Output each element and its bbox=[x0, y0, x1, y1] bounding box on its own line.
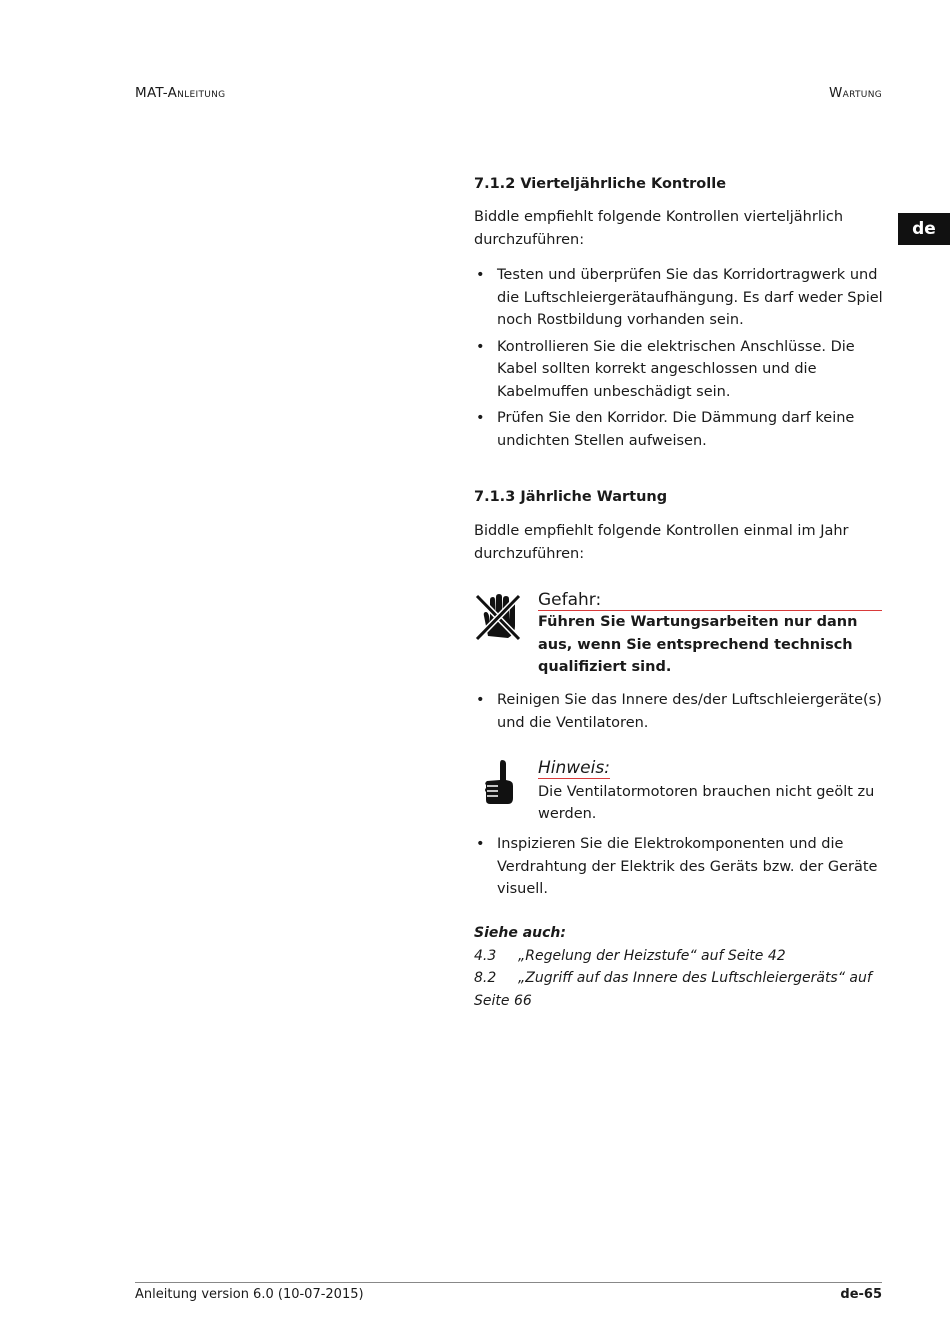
see-also-link[interactable] bbox=[474, 967, 894, 1012]
see-also-text: „Regelung der Heizstufe“ auf Seite 42 bbox=[518, 947, 786, 964]
section-intro-quarterly: Biddle empfiehlt folgende Kontrollen vierteljährlich durchzuführen: bbox=[474, 209, 844, 248]
see-also-link[interactable] bbox=[474, 945, 894, 968]
see-also-number: 8.2 bbox=[474, 970, 497, 986]
see-also-number: 4.3 bbox=[474, 947, 497, 964]
see-also-title: Siehe auch: bbox=[474, 925, 566, 941]
list-item: • Inspizieren Sie die Elektrokomponenten und die Verdrahtung der Elektrik des Geräts bzw. der Geräte visuell. bbox=[474, 833, 884, 901]
footer-divider bbox=[135, 1282, 882, 1283]
hint-notice bbox=[538, 758, 884, 826]
footer-version: Anleitung version 6.0 (10-07-2015) bbox=[135, 1287, 364, 1302]
see-also-text: „Zugriff auf das Innere des Luftschleiergeräts“ auf Seite 66 bbox=[474, 970, 872, 1009]
section-heading-quarterly: 7.1.2 Vierteljährliche Kontrolle bbox=[474, 176, 727, 192]
language-tab: de bbox=[898, 213, 950, 245]
quarterly-checklist bbox=[474, 264, 884, 456]
danger-text: Führen Sie Wartungsarbeiten nur dann aus, wenn Sie entsprechend technisch qualifiziert sind. bbox=[538, 614, 858, 675]
page-number: de-65 bbox=[840, 1287, 882, 1302]
see-also bbox=[474, 922, 894, 1012]
hint-text: Die Ventilatormotoren brauchen nicht geölt zu werden. bbox=[538, 783, 875, 822]
annual-checklist-a bbox=[474, 689, 884, 738]
list-item: • Kontrollieren Sie die elektrischen Anschlüsse. Die Kabel sollten korrekt angeschlossen und die Kabelmuffen unbeschädigt sein. bbox=[474, 336, 884, 404]
danger-notice bbox=[538, 590, 884, 679]
pointing-hand-icon bbox=[478, 758, 518, 816]
danger-hand-icon bbox=[474, 592, 522, 650]
list-item: • Prüfen Sie den Korridor. Die Dämmung darf keine undichten Stellen aufweisen. bbox=[474, 407, 884, 452]
list-item: • Reinigen Sie das Innere des/der Luftschleiergeräte(s) und die Ventilatoren. bbox=[474, 689, 884, 734]
running-header-right: Wartung bbox=[829, 85, 882, 101]
danger-title: Gefahr: bbox=[538, 590, 882, 611]
running-header-left: MAT-Anleitung bbox=[135, 85, 226, 101]
section-heading-annual: 7.1.3 Jährliche Wartung bbox=[474, 489, 668, 505]
annual-checklist-b bbox=[474, 833, 884, 905]
section-intro-annual: Biddle empfiehlt folgende Kontrollen einmal im Jahr durchzuführen: bbox=[474, 523, 849, 562]
list-item: • Testen und überprüfen Sie das Korridortragwerk und die Luftschleiergerätaufhängung. Es darf weder Spiel noch Rostbildung vorhanden sein. bbox=[474, 264, 884, 332]
hint-title: Hinweis: bbox=[538, 758, 610, 778]
